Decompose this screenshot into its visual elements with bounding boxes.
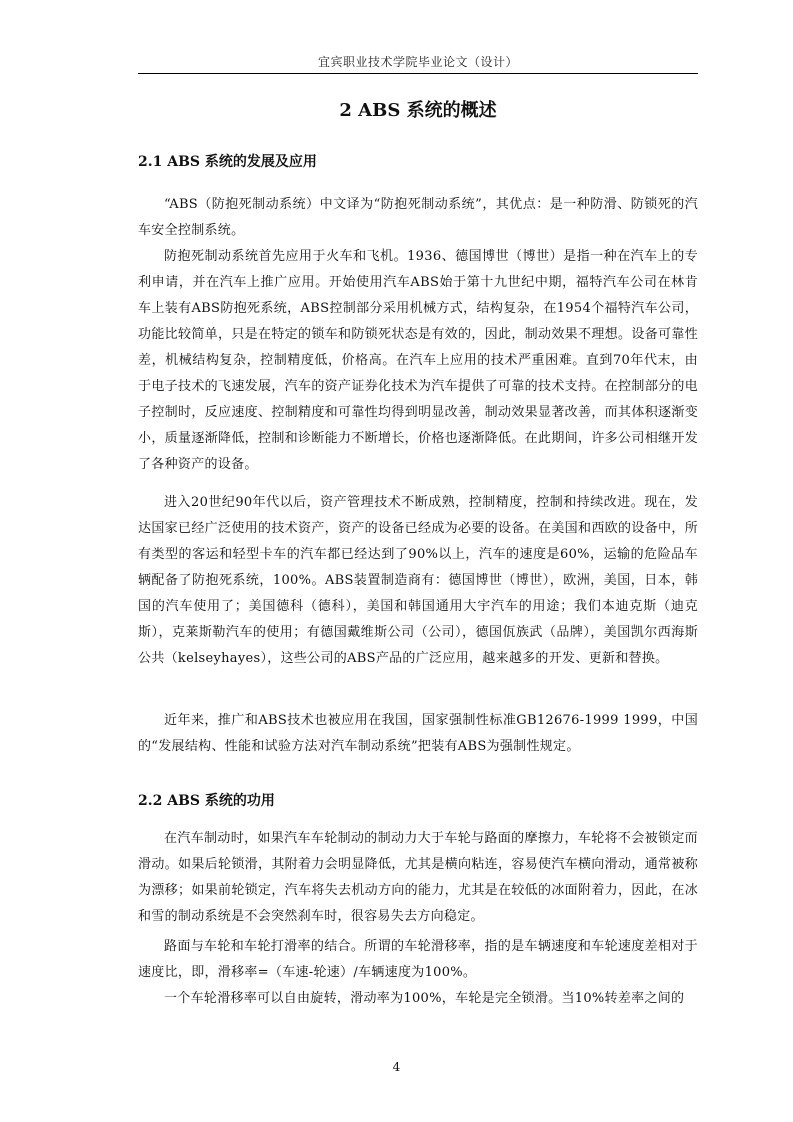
paragraph: 路面与车轮和车轮打滑率的结合。所谓的车轮滑移率，指的是车辆速度和车轮速度差相对于速度比，即，滑移率=（车速-轮速）/车辆速度为100%。: [138, 939, 698, 980]
paragraph: 近年来，推广和ABS技术也被应用在我国，国家强制性标准GB12676-1999 1999，中国的“发展结构、性能和试验方法对汽车制动系统”把装有ABS为强制性规定。: [138, 713, 698, 754]
paragraph: 在汽车制动时，如果汽车车轮制动的制动力大于车轮与路面的摩擦力，车轮将不会被锁定而滑动。如果后轮锁滑，其附着力会明显降低，尤其是横向粘连，容易使汽车横向滑动，通常被称为漂移；如果前轮锁定，汽车将失去机动方向的能力，尤其是在较低的冰面附着力，因此，在冰和雪的制动系统是不会突然刹车时，很容易失去方向稳定。: [138, 831, 698, 924]
chapter-title: 2 ABS 系统的概述: [339, 100, 497, 121]
paragraph: 防抱死制动系统首先应用于火车和飞机。1936、德国博世（博世）是指一种在汽车上的专利申请，并在汽车上推广应用。开始使用汽车ABS始于第十九世纪中期，福特汽车公司在林肯车上装有ABS防抱死系统，ABS控制部分采用机械方式，结构复杂，在1954个福特汽车公司，功能比较简单，只是在特定的锁车和防锁死状态是有效的，因此，制动效果不理想。设备可靠性差，机械结构复杂，控制精度低，价格高。在汽车上应用的技术严重困难。直到70年代末，由于电子技术的飞速发展，汽车的资产证券化技术为汽车提供了可靠的技术支持。在控制部分的电子控制时，反应速度、控制精度和可靠性均得到明显改善，制动效果显著改善，而其体积逐渐变小，质量逐渐降低，控制和诊断能力不断增长，价格也逐渐降低。在此期间，许多公司相继开发了各种资产的设备。: [138, 249, 698, 472]
paragraph: 进入20世纪90年代以后，资产管理技术不断成熟，控制精度，控制和持续改进。现在，发达国家已经广泛使用的技术资产，资产的设备已经成为必要的设备。在美国和西欧的设备中，所有类型的客运和轻型卡车的汽车都已经达到了90%以上，汽车的速度是60%，运输的危险品车辆配备了防抱死系统，100%。ABS装置制造商有：德国博世（博世），欧洲，美国，日本，韩国的汽车使用了；美国德科（德科），美国和韩国通用大宇汽车的用途；我们本迪克斯（迪克斯），克莱斯勒汽车的使用；有德国戴维斯公司（公司），德国佤族武（品牌），美国凯尔西海斯公共（kelseyhayes），这些公司的ABS产品的广泛应用，越来越多的开发、更新和替换。: [138, 495, 698, 666]
page-header: 宜宾职业技术学院毕业论文（设计）: [317, 55, 518, 69]
header-rule: [138, 73, 698, 74]
section-title-2-2: 2.2 ABS 系统的功用: [138, 793, 275, 809]
section-title-2-1: 2.1 ABS 系统的发展及应用: [138, 154, 317, 170]
paragraph: 一个车轮滑移率可以自由旋转，滑动率为100%，车轮是完全锁滑。当10%转差率之间的: [164, 991, 685, 1006]
paragraph: “ABS（防抱死制动系统）中文译为“防抱死制动系统”，其优点：是一种防滑、防锁死的汽车安全控制系统。: [138, 197, 698, 238]
page-number: 4: [392, 1060, 401, 1074]
